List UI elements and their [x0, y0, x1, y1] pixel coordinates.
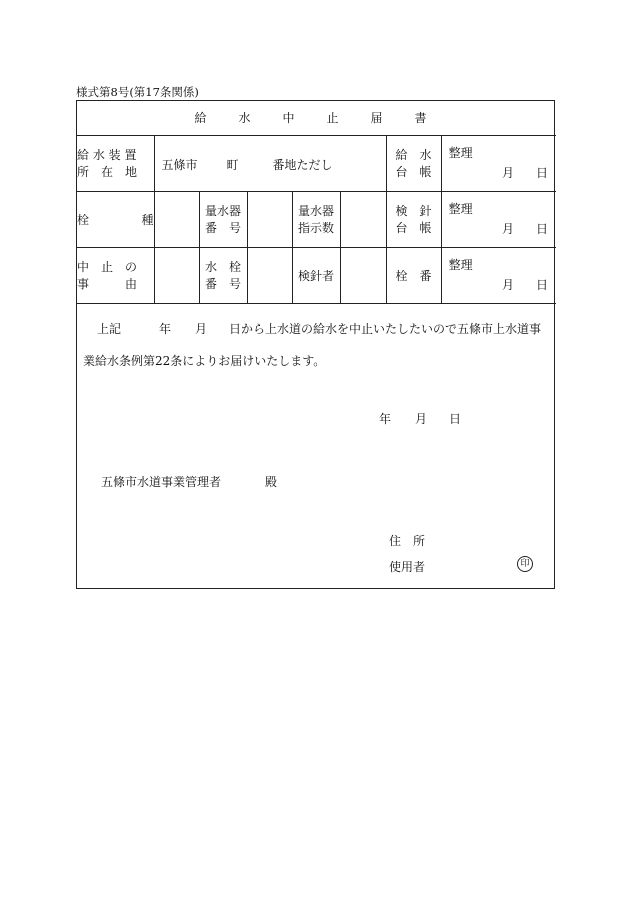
inspection-bottom: 台 帳 [395, 220, 432, 235]
row-location [77, 136, 556, 192]
tap-type-right: 種 [141, 213, 154, 227]
label-reason [77, 248, 154, 304]
label-location [77, 136, 154, 192]
inspection-top: 検 針 [395, 203, 432, 218]
reason-top: 中 止 の [77, 259, 138, 274]
label-meter-number [199, 192, 247, 248]
seal-icon: 印 [517, 556, 533, 572]
row-tap-type [77, 192, 556, 248]
day-label: 日 [536, 166, 549, 180]
honorific: 殿 [265, 475, 278, 489]
submission-date[interactable] [379, 410, 461, 427]
declaration-year: 年 [159, 322, 172, 336]
label-inspection-ledger [386, 192, 441, 248]
day-label: 日 [536, 278, 549, 292]
address-prefix: 五條市 [161, 158, 198, 172]
label-tap-number [199, 248, 247, 304]
meter-reading-top: 量水器 [297, 203, 334, 218]
label-inspector: 検針者 [292, 248, 340, 304]
reason-bottom: 事 由 [77, 276, 138, 291]
month-label: 月 [502, 278, 515, 292]
field-inspection-ledger[interactable] [441, 192, 556, 248]
label-location-bottom: 所 在 地 [77, 164, 138, 179]
meter-number-top: 量水器 [204, 203, 241, 218]
form-title: 給 水 中 止 届 書 [77, 101, 554, 136]
field-reason[interactable] [154, 248, 199, 304]
seiri-label: 整理 [448, 258, 473, 272]
declaration-prefix: 上記 [97, 322, 122, 336]
address-town: 町 [226, 158, 239, 172]
form-grid [77, 135, 556, 304]
label-supply-ledger [386, 136, 441, 192]
date-day: 日 [449, 412, 462, 426]
month-label: 月 [502, 166, 515, 180]
seiri-label: 整理 [448, 202, 473, 216]
meter-reading-bottom: 指示数 [297, 220, 334, 235]
label-meter-reading [292, 192, 340, 248]
tap-number-top: 水 栓 [204, 259, 241, 274]
date-year: 年 [379, 412, 392, 426]
day-label: 日 [536, 222, 549, 236]
field-tap-serial[interactable] [441, 248, 556, 304]
month-label: 月 [502, 222, 515, 236]
addressee [101, 473, 277, 490]
date-month: 月 [415, 412, 428, 426]
form-frame [76, 100, 555, 589]
label-location-top: 給 水 装 置 [77, 147, 137, 162]
form-number-label: 様式第8号(第17条関係) [76, 85, 199, 99]
ledger-bottom: 台 帳 [395, 164, 432, 179]
field-meter-number[interactable] [247, 192, 292, 248]
row-reason [77, 248, 556, 304]
declaration-line-2: 業給水条例第22条によりお届けいたします。 [83, 354, 326, 368]
declaration-text: 日から上水道の給水を中止いたしたいので五條市上水道事 [229, 322, 542, 336]
tap-type-left: 栓 [77, 213, 90, 227]
field-tap-number[interactable] [247, 248, 292, 304]
field-meter-reading[interactable] [340, 192, 386, 248]
tap-number-bottom: 番 号 [204, 276, 241, 291]
label-tap-type [77, 192, 154, 248]
seiri-label: 整理 [448, 146, 473, 160]
ledger-top: 給 水 [395, 147, 432, 162]
declaration-line-1 [97, 320, 541, 337]
applicant-address[interactable]: 住 所 [389, 534, 426, 548]
field-tap-type[interactable] [154, 192, 199, 248]
declaration-month: 月 [195, 322, 208, 336]
applicant-user[interactable]: 使用者 [389, 560, 426, 574]
address-suffix: 番地ただし [272, 158, 333, 172]
field-address[interactable] [154, 136, 386, 192]
field-supply-ledger[interactable] [441, 136, 556, 192]
meter-number-bottom: 番 号 [204, 220, 241, 235]
addressee-name: 五條市水道事業管理者 [101, 475, 222, 489]
label-tap-serial: 栓 番 [386, 248, 441, 304]
field-inspector[interactable] [340, 248, 386, 304]
